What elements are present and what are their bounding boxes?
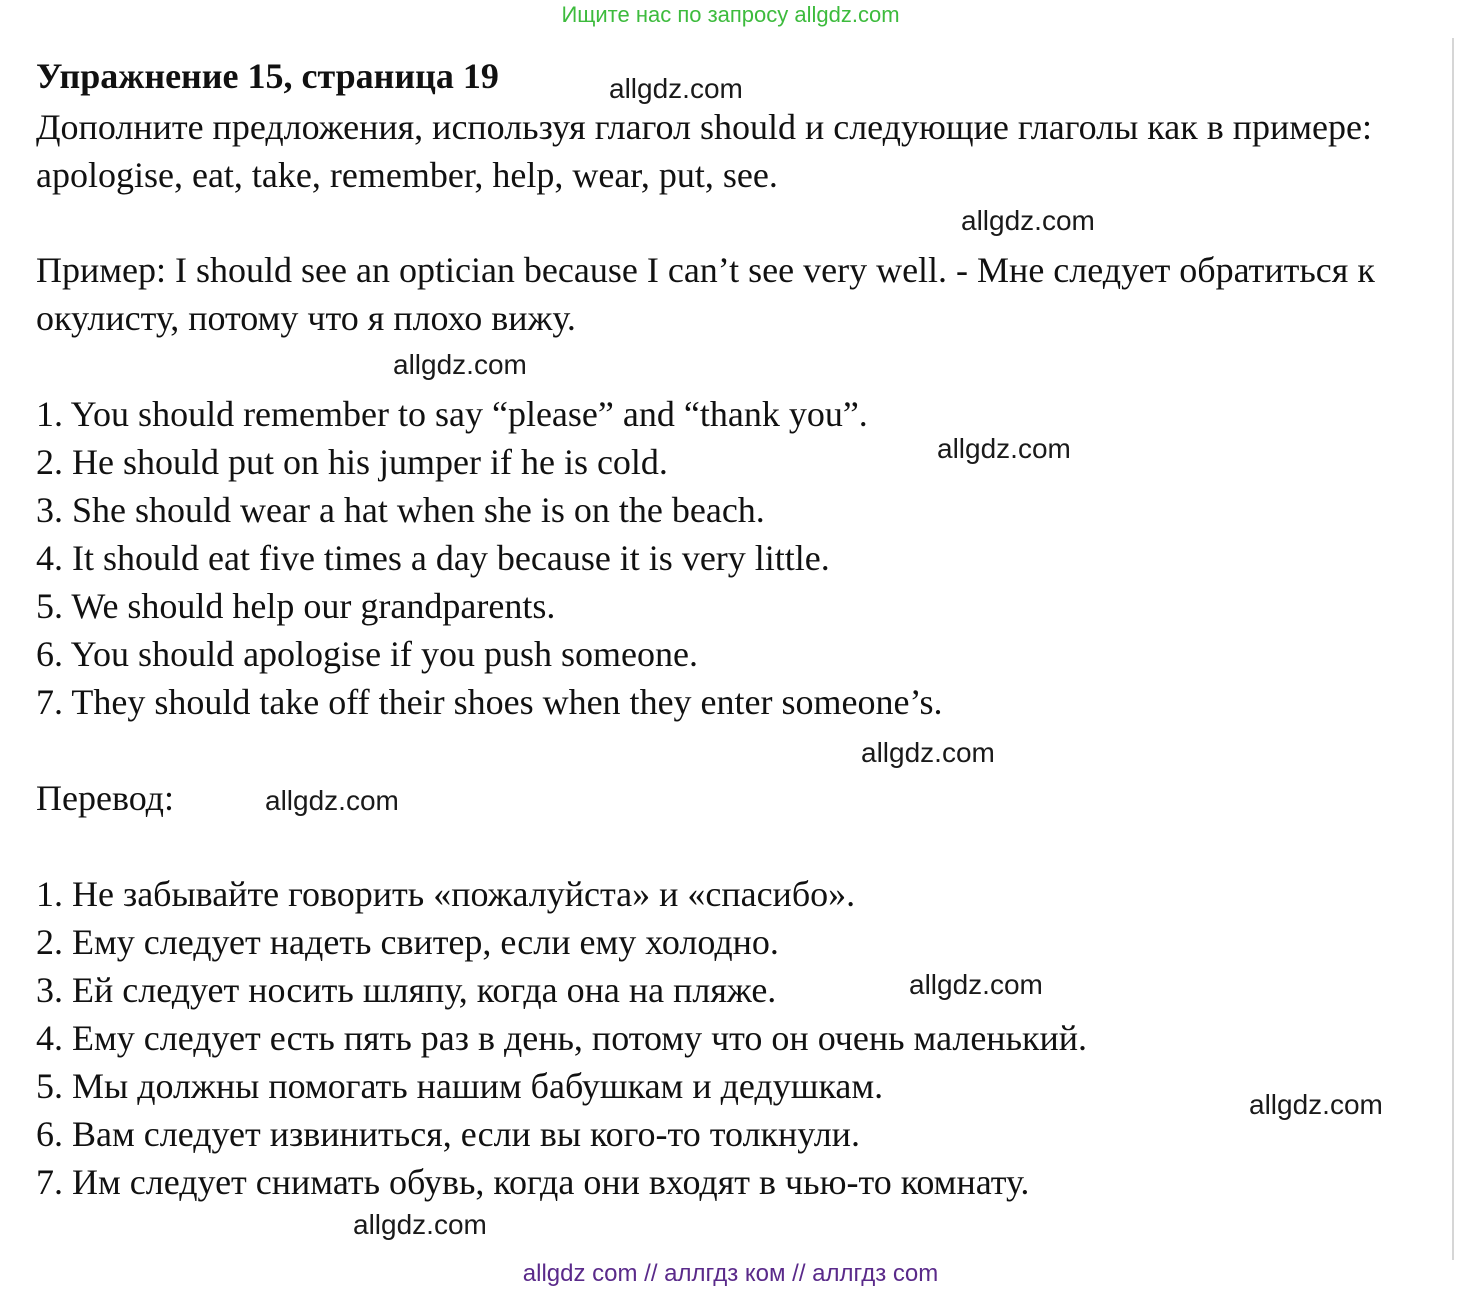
translation-item: 6. Вам следует извиниться, если вы кого-то толкнули. bbox=[36, 1114, 860, 1154]
page-edge-divider bbox=[1452, 38, 1454, 1260]
answer-item: 3. She should wear a hat when she is on the beach. bbox=[36, 490, 765, 530]
answer-item: 2. He should put on his jumper if he is cold. bbox=[36, 442, 668, 482]
watermark: allgdz.com bbox=[961, 205, 1095, 236]
watermark: allgdz.com bbox=[609, 73, 743, 104]
exercise-heading: Упражнение 15, страница 19 bbox=[36, 56, 499, 96]
translation-label: Перевод: bbox=[36, 778, 174, 818]
translation-item: 3. Ей следует носить шляпу, когда она на пляже. bbox=[36, 970, 777, 1010]
watermark: allgdz.com bbox=[1249, 1089, 1383, 1120]
answer-item: 6. You should apologise if you push someone. bbox=[36, 634, 699, 674]
task-instructions: Дополните предложения, используя глагол should и следующие глаголы как в примере: apologise, eat, take, remember, help, wear, put, see. bbox=[36, 107, 1372, 195]
answer-item: 1. You should remember to say “please” and “thank you”. bbox=[36, 394, 868, 434]
watermark: allgdz.com bbox=[909, 969, 1043, 1000]
watermark: allgdz.com bbox=[861, 737, 995, 768]
watermark: allgdz.com bbox=[937, 433, 1071, 464]
watermark: allgdz.com bbox=[265, 785, 399, 816]
translation-item: 1. Не забывайте говорить «пожалуйста» и «спасибо». bbox=[36, 874, 856, 914]
top-banner: Ищите нас по запросу allgdz.com bbox=[561, 2, 900, 27]
answer-item: 7. They should take off their shoes when they enter someone’s. bbox=[36, 682, 943, 722]
footer-links: allgdz com // аллгдз ком // аллгдз com bbox=[522, 1260, 939, 1287]
translation-item: 4. Ему следует есть пять раз в день, потому что он очень маленький. bbox=[36, 1018, 1088, 1058]
answer-item: 5. We should help our grandparents. bbox=[36, 586, 556, 626]
watermark: allgdz.com bbox=[393, 349, 527, 380]
translation-item: 7. Им следует снимать обувь, когда они входят в чью-то комнату. bbox=[36, 1162, 1030, 1202]
watermark: allgdz.com bbox=[353, 1209, 487, 1240]
translations-list bbox=[36, 870, 1087, 1206]
translation-item: 2. Ему следует надеть свитер, если ему холодно. bbox=[36, 922, 779, 962]
example-sentence: Пример: I should see an optician because I can’t see very well. - Мне следует обратиться к окулисту, потому что я плохо вижу. bbox=[36, 250, 1375, 338]
translation-item: 5. Мы должны помогать нашим бабушкам и дедушкам. bbox=[36, 1066, 884, 1106]
answers-list bbox=[36, 390, 942, 726]
answer-item: 4. It should eat five times a day because it is very little. bbox=[36, 538, 830, 578]
